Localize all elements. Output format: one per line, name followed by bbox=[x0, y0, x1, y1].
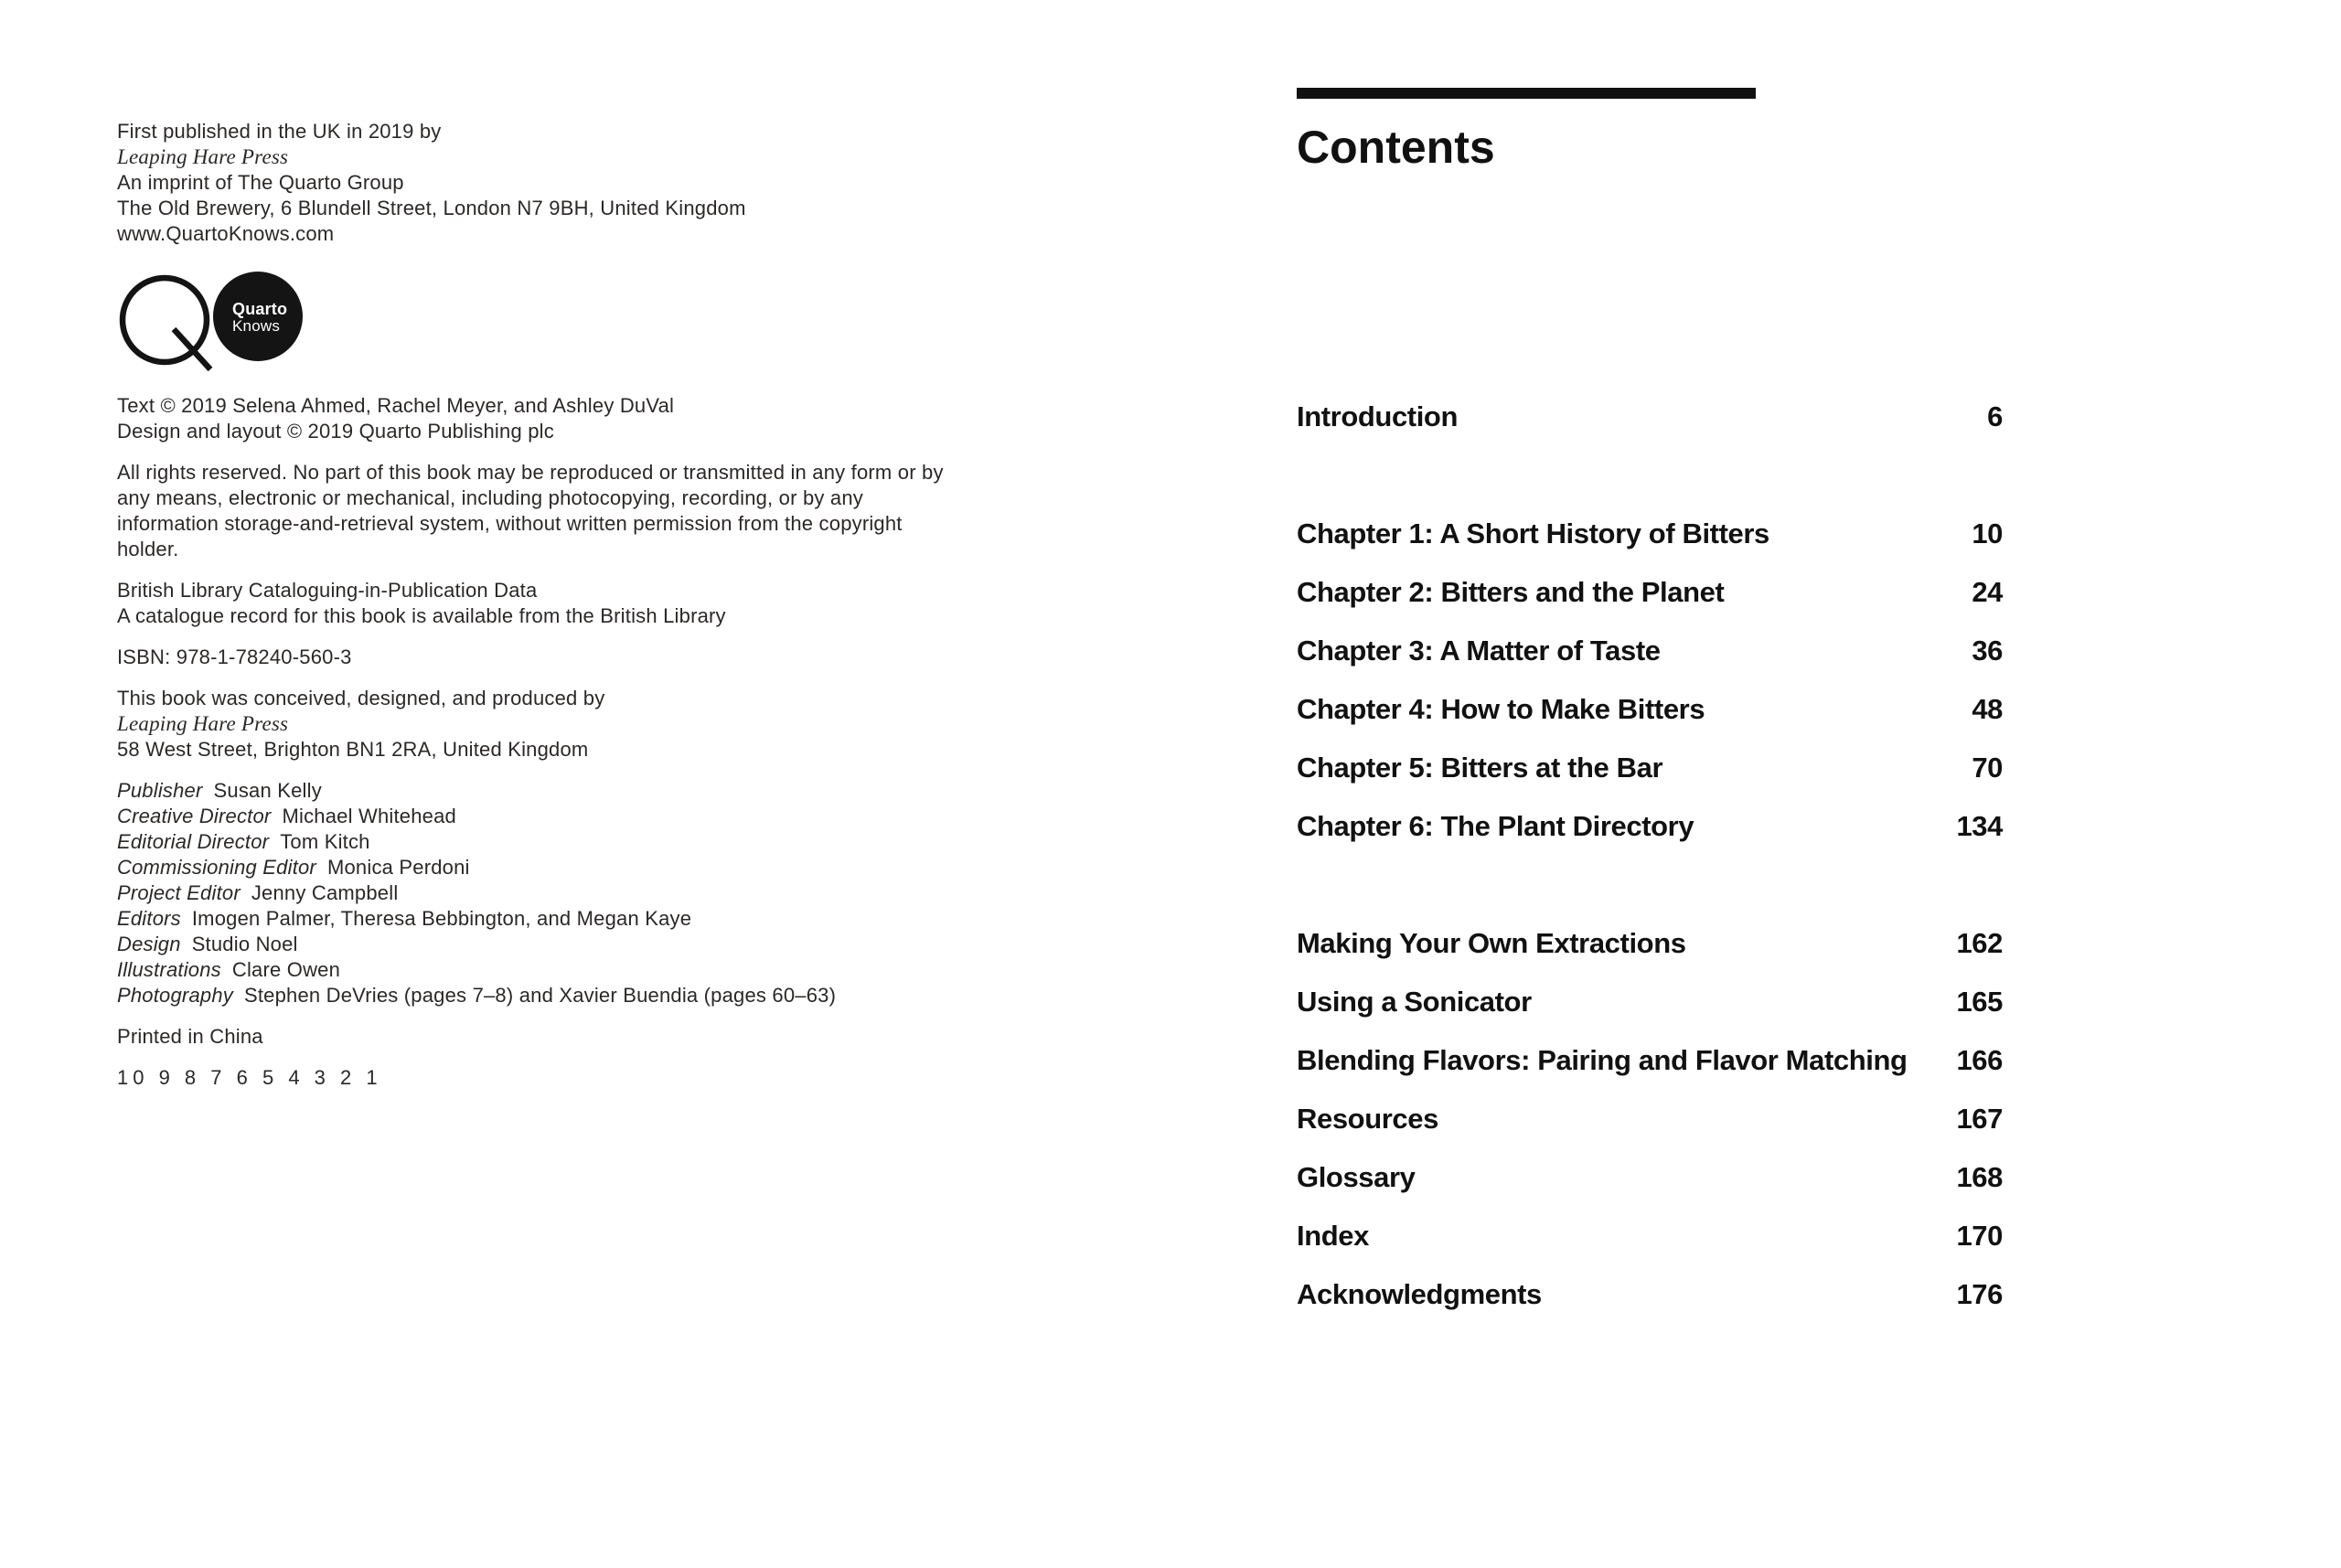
credit-row-photography bbox=[117, 983, 945, 1008]
toc-row-chapter-2 bbox=[1297, 576, 2003, 635]
produced-press-name: Leaping Hare Press bbox=[117, 712, 289, 735]
bl-line-1: British Library Cataloguing-in-Publication Data bbox=[117, 579, 538, 602]
toc-label: Blending Flavors: Pairing and Flavor Matching bbox=[1297, 1044, 1908, 1076]
credit-name: Jenny Campbell bbox=[251, 881, 399, 904]
toc-label: Using a Sonicator bbox=[1297, 986, 1532, 1018]
credit-role: Editors bbox=[117, 907, 181, 930]
credit-name: Monica Perdoni bbox=[326, 856, 470, 879]
credit-role: Photography bbox=[117, 984, 233, 1007]
contents-group-introduction bbox=[1297, 400, 2003, 459]
printed-line: Printed in China bbox=[117, 1025, 263, 1048]
published-line: First published in the UK in 2019 by bbox=[117, 120, 442, 143]
toc-row-sonicator bbox=[1297, 986, 2003, 1044]
toc-page-number: 165 bbox=[1956, 986, 2003, 1018]
credit-role: Design bbox=[117, 933, 181, 955]
isbn-block bbox=[117, 645, 945, 670]
credit-role: Creative Director bbox=[117, 805, 272, 827]
toc-label: Index bbox=[1297, 1220, 1369, 1252]
logo-text-quarto: Quarto bbox=[232, 300, 288, 318]
british-library-block bbox=[117, 578, 945, 629]
toc-page-number: 134 bbox=[1956, 810, 2003, 842]
toc-label: Chapter 3: A Matter of Taste bbox=[1297, 635, 1661, 667]
produced-block bbox=[117, 686, 945, 763]
toc-label: Acknowledgments bbox=[1297, 1278, 1542, 1310]
logo-text-knows: Knows bbox=[232, 317, 281, 335]
press-name: Leaping Hare Press bbox=[117, 145, 289, 168]
imprint-page bbox=[117, 119, 945, 1106]
toc-label: Chapter 1: A Short History of Bitters bbox=[1297, 517, 1769, 549]
credit-role: Editorial Director bbox=[117, 830, 270, 853]
copyright-block bbox=[117, 393, 945, 444]
contents-group-chapters bbox=[1297, 517, 2003, 869]
toc-row-index bbox=[1297, 1220, 2003, 1278]
credit-row-commissioning-editor bbox=[117, 855, 945, 880]
credit-row-editors bbox=[117, 906, 945, 932]
credit-row-design bbox=[117, 932, 945, 957]
printed-block bbox=[117, 1024, 945, 1050]
publisher-block bbox=[117, 119, 945, 247]
credit-name: Studio Noel bbox=[191, 933, 298, 955]
credit-role: Illustrations bbox=[117, 958, 221, 981]
credit-name: Clare Owen bbox=[231, 958, 341, 981]
toc-page-number: 70 bbox=[1972, 752, 2003, 784]
imprint-line: An imprint of The Quarto Group bbox=[117, 171, 404, 194]
credit-row-project-editor bbox=[117, 880, 945, 906]
toc-page-number: 162 bbox=[1956, 927, 2003, 959]
credits-block bbox=[117, 778, 945, 1008]
toc-row-acknowledgments bbox=[1297, 1278, 2003, 1337]
credit-role: Publisher bbox=[117, 779, 203, 802]
toc-row-chapter-5 bbox=[1297, 752, 2003, 810]
copyright-design-line: Design and layout © 2019 Quarto Publishing plc bbox=[117, 420, 554, 443]
toc-row-resources bbox=[1297, 1103, 2003, 1161]
credit-name: Michael Whitehead bbox=[282, 805, 456, 827]
contents-page bbox=[1297, 88, 2003, 1337]
copyright-text-line: Text © 2019 Selena Ahmed, Rachel Meyer, and Ashley DuVal bbox=[117, 394, 675, 417]
print-run-line: 10 9 8 7 6 5 4 3 2 1 bbox=[117, 1066, 382, 1089]
contents-group-back-matter bbox=[1297, 927, 2003, 1337]
toc-row-introduction bbox=[1297, 400, 2003, 459]
quarto-knows-logo bbox=[117, 269, 945, 375]
credit-row-publisher bbox=[117, 778, 945, 804]
quarto-logo-graphic bbox=[117, 269, 410, 375]
rights-text: All rights reserved. No part of this book may be reproduced or transmitted in any form or by any means, electronic or mechanical, including photocopying, recording, or by any information storage-and-retrieval system, without written permission from the copyright holder. bbox=[117, 461, 944, 560]
toc-page-number: 36 bbox=[1972, 635, 2003, 667]
contents-entries bbox=[1297, 400, 2003, 1337]
credit-role: Commissioning Editor bbox=[117, 856, 316, 879]
toc-row-chapter-1 bbox=[1297, 517, 2003, 576]
toc-page-number: 170 bbox=[1956, 1220, 2003, 1252]
contents-rule bbox=[1297, 88, 1756, 99]
toc-row-glossary bbox=[1297, 1161, 2003, 1220]
toc-label: Glossary bbox=[1297, 1161, 1416, 1193]
credit-name: Imogen Palmer, Theresa Bebbington, and Megan Kaye bbox=[191, 907, 692, 930]
toc-page-number: 168 bbox=[1956, 1161, 2003, 1193]
toc-row-chapter-4 bbox=[1297, 693, 2003, 752]
credit-name: Stephen DeVries (pages 7–8) and Xavier Buendia (pages 60–63) bbox=[243, 984, 837, 1007]
toc-label: Chapter 2: Bitters and the Planet bbox=[1297, 576, 1725, 608]
credit-name: Tom Kitch bbox=[280, 830, 370, 853]
credit-name: Susan Kelly bbox=[213, 779, 322, 802]
toc-page-number: 166 bbox=[1956, 1044, 2003, 1076]
toc-row-extractions bbox=[1297, 927, 2003, 986]
toc-page-number: 176 bbox=[1956, 1278, 2003, 1310]
toc-label: Chapter 5: Bitters at the Bar bbox=[1297, 752, 1663, 784]
toc-label: Chapter 6: The Plant Directory bbox=[1297, 810, 1694, 842]
toc-page-number: 24 bbox=[1972, 576, 2003, 608]
toc-label: Resources bbox=[1297, 1103, 1438, 1135]
credit-row-illustrations bbox=[117, 957, 945, 983]
toc-page-number: 6 bbox=[1987, 400, 2003, 432]
toc-page-number: 10 bbox=[1972, 517, 2003, 549]
bl-line-2: A catalogue record for this book is available from the British Library bbox=[117, 604, 726, 627]
toc-page-number: 48 bbox=[1972, 693, 2003, 725]
produced-line: This book was conceived, designed, and produced by bbox=[117, 687, 605, 709]
toc-label: Making Your Own Extractions bbox=[1297, 927, 1686, 959]
toc-label: Chapter 4: How to Make Bitters bbox=[1297, 693, 1705, 725]
credit-row-creative-director bbox=[117, 804, 945, 829]
publisher-address: The Old Brewery, 6 Blundell Street, London N7 9BH, United Kingdom bbox=[117, 197, 746, 219]
toc-row-blending-flavors bbox=[1297, 1044, 2003, 1103]
credit-role: Project Editor bbox=[117, 881, 241, 904]
isbn-line: ISBN: 978-1-78240-560-3 bbox=[117, 645, 352, 668]
toc-row-chapter-3 bbox=[1297, 635, 2003, 693]
rights-paragraph bbox=[117, 460, 945, 562]
produced-address: 58 West Street, Brighton BN1 2RA, United Kingdom bbox=[117, 738, 589, 761]
print-run-block bbox=[117, 1065, 945, 1091]
toc-label: Introduction bbox=[1297, 400, 1458, 432]
toc-row-chapter-6 bbox=[1297, 810, 2003, 869]
contents-heading: Contents bbox=[1297, 122, 1495, 173]
publisher-website: www.QuartoKnows.com bbox=[117, 222, 335, 245]
toc-page-number: 167 bbox=[1956, 1103, 2003, 1135]
credit-row-editorial-director bbox=[117, 829, 945, 855]
